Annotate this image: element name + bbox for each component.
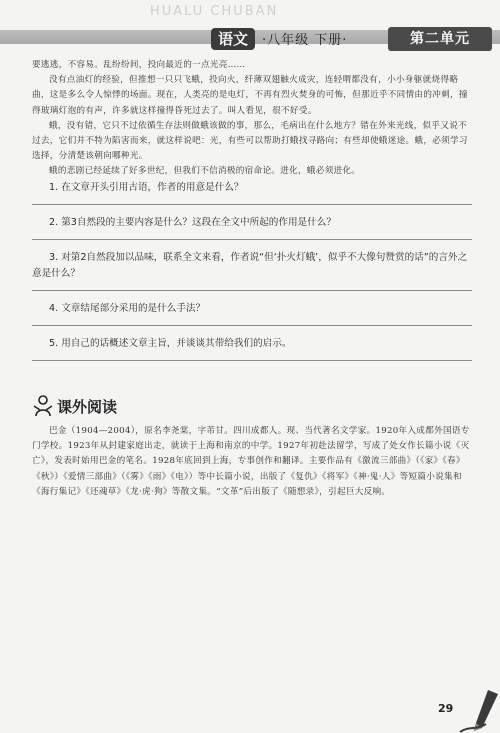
passage-body xyxy=(32,58,472,180)
question-text: 5. 用自己的话概述文章主旨，并谈谈其带给我们的启示。 xyxy=(49,338,292,349)
question-1 xyxy=(32,180,472,205)
header-watermark-text: HUALU CHUBAN xyxy=(150,4,279,19)
grade-label: ·八年级 下册· xyxy=(262,33,348,48)
reading-paragraph: 巴金（1904—2004），原名李尧棠，字芾甘。四川成都人。现、当代著名文学家。1920年入成都外国语专门学校。1923年从封建家庭出走，就读于上海和南京的中学。1927年初赴法留学，写成了处女作长篇小说《灭亡》，发表时始用巴金的笔名。1928年底回到上海，专事创作和翻译。主要作品有《激流三部曲》（《家》《春》《秋》）《爱情三部曲》（《雾》《雨》《电》）等中长篇小说，出版了《复仇》《将军》《神·鬼·人》等短篇小说集和《海行集记》《还魂草》《龙·虎·狗》等散文集。“文革”后出版了《随想录》，引起巨大反响。 xyxy=(32,426,470,497)
question-text: 4. 文章结尾部分采用的是什么手法？ xyxy=(49,303,206,314)
reading-section-label: 课外阅读 xyxy=(57,397,118,416)
question-text: 3. 对第2自然段加以品味，联系全文来看，作者说“但‘扑火灯蛾’，似乎不大像句赞赏的话”的言外之意是什么？ xyxy=(32,252,468,279)
answer-line[interactable] xyxy=(32,325,472,326)
question-text: 1. 在文章开头引用古语，作者的用意是什么？ xyxy=(49,182,244,193)
question-4 xyxy=(32,301,472,326)
unit-badge: 第二单元 xyxy=(388,27,492,51)
answer-line[interactable] xyxy=(32,204,472,205)
question-3 xyxy=(32,250,472,291)
question-5 xyxy=(32,336,472,361)
reading-section-title xyxy=(32,393,117,419)
answer-line[interactable] xyxy=(32,360,472,361)
passage-paragraph-1: 要逃逃，不容易。乱纷纷间，投向最近的一点光亮…… xyxy=(32,60,246,70)
question-list xyxy=(32,180,472,371)
page-header xyxy=(0,0,500,52)
question-2 xyxy=(32,215,472,240)
subject-badge: 语文 xyxy=(211,28,255,50)
reading-body xyxy=(32,424,472,500)
passage-paragraph-2: 没有点油灯的经验，但推想一只只飞蛾，投向火，纤薄双翅触火成灾，连轻喟都没有，小小身躯就烧得略曲，这是多么令人惊悸的场面。现在，人类亮的是电灯，不再有烈火焚身的可怖，但那近乎不同情由的冲刺，撞得玻璃灯泡的有声，许多就这样撞得昏死过去了。叫人看见，很不好受。 xyxy=(32,75,468,116)
page-number: 29 xyxy=(438,702,454,715)
corner-pencil-decoration xyxy=(458,688,500,733)
passage-paragraph-3: 蛾，没有错，它只不过依循生存法则做蛾该做的事，那么，毛病出在什么地方？错在外来光线，似乎又说不过去，它们并不特为陷害而来，就这样说吧：光，有些可以帮助打蛾找寻路向；有些却使蛾迷途。蛾，必须学习选择，分清楚该朝向哪种光。 xyxy=(32,120,468,162)
reading-person-icon xyxy=(32,394,54,418)
question-text: 2. 第3自然段的主要内容是什么？这段在全文中所起的作用是什么？ xyxy=(49,217,336,228)
answer-line[interactable] xyxy=(32,290,472,291)
answer-line[interactable] xyxy=(32,239,472,240)
passage-paragraph-4: 蛾的悲剧已经延续了好多世纪，但我们不信消极的宿命论。进化，蛾必须进化。 xyxy=(49,166,361,177)
